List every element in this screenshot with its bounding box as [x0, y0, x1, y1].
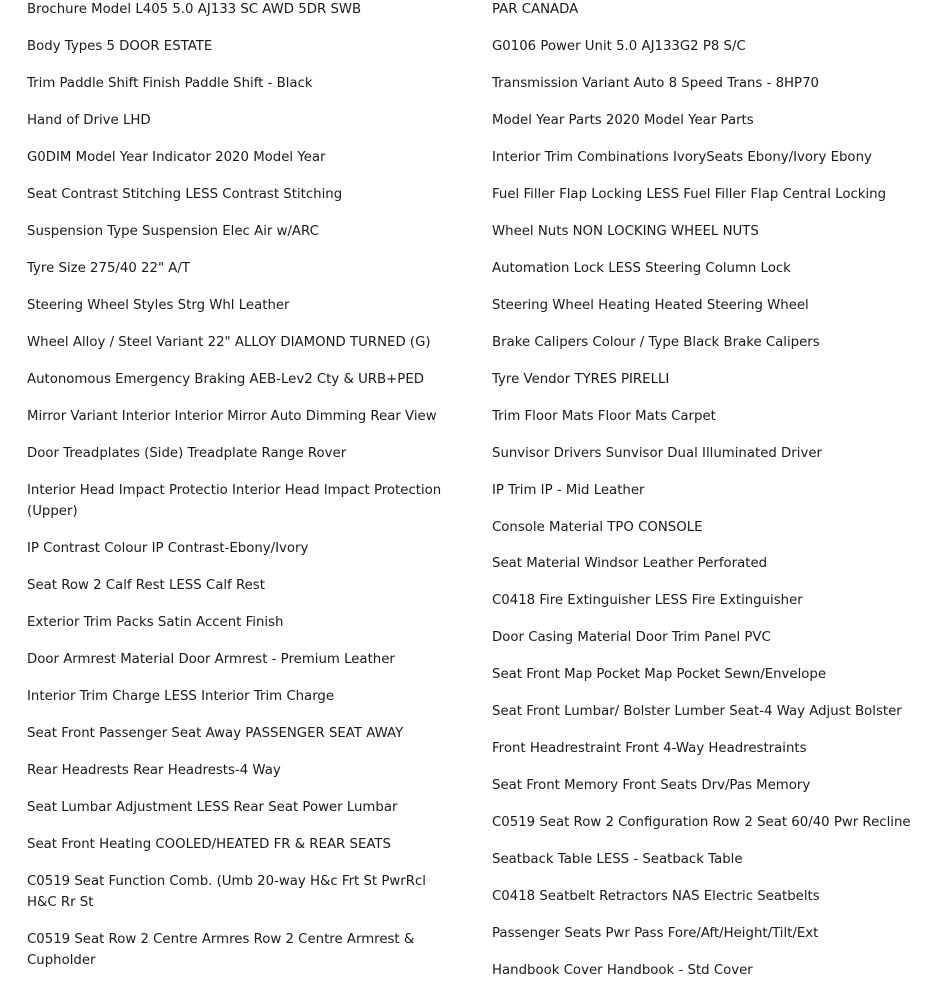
spec-item: Seat Front Heating COOLED/HEATED FR & REAR SEATS [27, 837, 391, 852]
spec-item: Seat Contrast Stitching LESS Contrast Stitching [27, 187, 343, 202]
spec-item: Steering Wheel Styles Strg Whl Leather [27, 298, 290, 313]
spec-item: Autonomous Emergency Braking AEB-Lev2 Cty & URB+PED [27, 372, 424, 387]
spec-item: C0519 Seat Row 2 Centre Armres Row 2 Centre Armrest & Cupholder [27, 932, 415, 968]
spec-item: C0418 Fire Extinguisher LESS Fire Extinguisher [492, 593, 803, 608]
spec-item: IP Trim IP - Mid Leather [492, 483, 645, 498]
spec-item: Seat Front Lumbar/ Bolster Lumber Seat-4 Way Adjust Bolster [492, 704, 902, 719]
spec-item: Automation Lock LESS Steering Column Lock [492, 261, 791, 276]
spec-item: Wheel Nuts NON LOCKING WHEEL NUTS [492, 224, 759, 239]
spec-item: Suspension Type Suspension Elec Air w/ARC [27, 224, 319, 239]
spec-item: Handbook Cover Handbook - Std Cover [492, 963, 753, 978]
spec-item: Trim Floor Mats Floor Mats Carpet [492, 409, 716, 424]
spec-item: Seat Row 2 Calf Rest LESS Calf Rest [27, 578, 265, 593]
spec-item: Trim Paddle Shift Finish Paddle Shift - Black [27, 76, 313, 91]
spec-item: Brake Calipers Colour / Type Black Brake Calipers [492, 335, 820, 350]
spec-item: Exterior Trim Packs Satin Accent Finish [27, 615, 284, 630]
spec-item: PAR CANADA [492, 2, 579, 17]
spec-item: Seat Material Windsor Leather Perforated [492, 556, 768, 571]
spec-item: G0106 Power Unit 5.0 AJ133G2 P8 S/C [492, 39, 746, 54]
spec-item: Mirror Variant Interior Interior Mirror Auto Dimming Rear View [27, 409, 437, 424]
spec-item: Interior Head Impact Protectio Interior Head Impact Protection (Upper) [27, 483, 442, 519]
spec-item: Seat Front Passenger Seat Away PASSENGER SEAT AWAY [27, 726, 404, 741]
spec-item: Console Material TPO CONSOLE [492, 520, 703, 535]
spec-item: Tyre Size 275/40 22" A/T [27, 261, 190, 276]
spec-item: C0418 Seatbelt Retractors NAS Electric Seatbelts [492, 889, 820, 904]
spec-item: Seat Lumbar Adjustment LESS Rear Seat Power Lumbar [27, 800, 398, 815]
spec-item: Transmission Variant Auto 8 Speed Trans - 8HP70 [492, 76, 819, 91]
spec-item: Interior Trim Combinations IvorySeats Ebony/Ivory Ebony [492, 150, 872, 165]
spec-item: Steering Wheel Heating Heated Steering Wheel [492, 298, 809, 313]
spec-item: Seat Front Memory Front Seats Drv/Pas Memory [492, 778, 811, 793]
spec-item: C0519 Seat Function Comb. (Umb 20-way H&c Frt St PwrRcl H&C Rr St [27, 874, 426, 910]
spec-item: Front Headrestraint Front 4-Way Headrestraints [492, 741, 807, 756]
spec-item: G0DIM Model Year Indicator 2020 Model Year [27, 150, 326, 165]
spec-item: Model Year Parts 2020 Model Year Parts [492, 113, 754, 128]
spec-item: Door Casing Material Door Trim Panel PVC [492, 630, 771, 645]
spec-item: C0519 Seat Row 2 Configuration Row 2 Seat 60/40 Pwr Recline [492, 815, 911, 830]
spec-item: Door Treadplates (Side) Treadplate Range Rover [27, 446, 347, 461]
spec-item: Tyre Vendor TYRES PIRELLI [492, 372, 670, 387]
spec-item: Wheel Alloy / Steel Variant 22" ALLOY DIAMOND TURNED (G) [27, 335, 431, 350]
spec-item: Rear Headrests Rear Headrests-4 Way [27, 763, 281, 778]
spec-item: Door Armrest Material Door Armrest - Premium Leather [27, 652, 395, 667]
spec-item: Passenger Seats Pwr Pass Fore/Aft/Height/Tilt/Ext [492, 926, 819, 941]
spec-item: Hand of Drive LHD [27, 113, 151, 128]
spec-item: IP Contrast Colour IP Contrast-Ebony/Ivory [27, 541, 309, 556]
spec-item: Brochure Model L405 5.0 AJ133 SC AWD 5DR SWB [27, 2, 362, 17]
spec-item: Seatback Table LESS - Seatback Table [492, 852, 743, 867]
spec-item: Body Types 5 DOOR ESTATE [27, 39, 213, 54]
spec-item: Seat Front Map Pocket Map Pocket Sewn/Envelope [492, 667, 827, 682]
spec-item: Sunvisor Drivers Sunvisor Dual Illuminated Driver [492, 446, 822, 461]
spec-item: Fuel Filler Flap Locking LESS Fuel Filler Flap Central Locking [492, 187, 887, 202]
spec-item: Interior Trim Charge LESS Interior Trim Charge [27, 689, 335, 704]
